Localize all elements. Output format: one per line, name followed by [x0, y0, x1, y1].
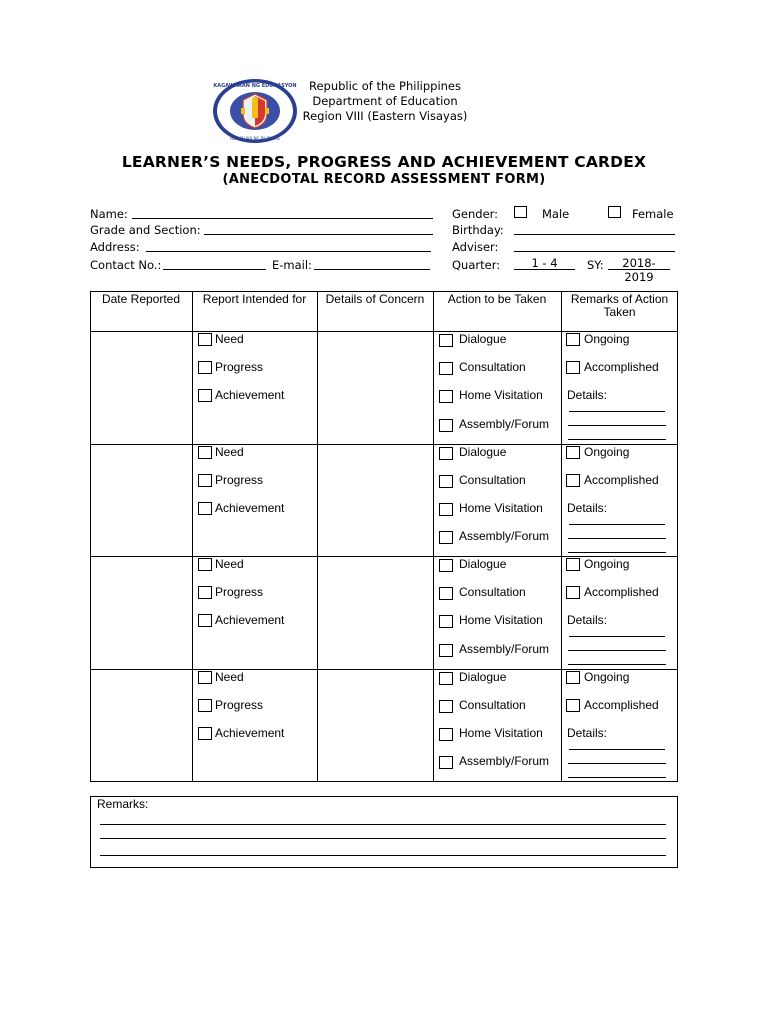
birthday-field[interactable]	[514, 222, 675, 235]
report-option-label: Progress	[215, 472, 264, 487]
details-line[interactable]	[568, 650, 666, 651]
form-subtitle: (ANECDOTAL RECORD ASSESSMENT FORM)	[222, 172, 546, 187]
report-need-checkbox[interactable]	[198, 446, 212, 459]
action-home-visitation-checkbox[interactable]	[439, 503, 453, 516]
table-column-divider	[433, 291, 434, 782]
grade-section-field[interactable]	[204, 222, 433, 235]
report-option-label: Achievement	[215, 613, 285, 627]
details-line[interactable]	[568, 439, 666, 440]
action-option-label: Dialogue	[459, 669, 507, 684]
remark-option-label: Ongoing	[584, 332, 630, 346]
report-option-label: Progress	[215, 697, 264, 712]
action-home-visitation-checkbox[interactable]	[439, 390, 453, 403]
details-line[interactable]	[568, 538, 666, 539]
action-assembly-forum-checkbox[interactable]	[439, 644, 453, 657]
contact-label: Contact No.:	[90, 258, 162, 272]
details-line[interactable]	[569, 411, 665, 412]
details-concern-cell[interactable]	[317, 331, 433, 444]
report-option-label: Need	[215, 332, 244, 346]
action-option-label: Dialogue	[459, 557, 507, 571]
remark-accomplished-checkbox[interactable]	[566, 699, 580, 712]
remark-option-label: Accomplished	[584, 697, 659, 712]
grade-section-label: Grade and Section:	[90, 223, 201, 237]
date-reported-cell[interactable]	[90, 444, 192, 557]
adviser-label: Adviser:	[452, 240, 499, 254]
svg-text:KAGAWARAN NG EDUKASYON: KAGAWARAN NG EDUKASYON	[213, 83, 297, 89]
action-option-label: Dialogue	[459, 444, 507, 459]
details-concern-cell[interactable]	[317, 444, 433, 557]
action-consultation-checkbox[interactable]	[439, 475, 453, 488]
remark-ongoing-checkbox[interactable]	[566, 558, 580, 571]
details-line[interactable]	[569, 524, 665, 525]
action-consultation-checkbox[interactable]	[439, 700, 453, 713]
header-remarks-action: Remarks of Action Taken	[570, 292, 669, 319]
report-option-label: Progress	[215, 585, 264, 599]
male-checkbox[interactable]	[514, 206, 527, 218]
remark-accomplished-checkbox[interactable]	[566, 586, 580, 599]
email-label: E-mail:	[272, 258, 312, 272]
form-title: LEARNER’S NEEDS, PROGRESS AND ACHIEVEMENT CARDEX	[121, 153, 647, 171]
male-label: Male	[542, 207, 570, 221]
action-consultation-checkbox[interactable]	[439, 362, 453, 375]
action-option-label: Dialogue	[459, 332, 507, 346]
details-line[interactable]	[568, 425, 666, 426]
birthday-label: Birthday:	[452, 223, 504, 237]
remark-ongoing-checkbox[interactable]	[566, 671, 580, 684]
action-dialogue-checkbox[interactable]	[439, 334, 453, 347]
action-assembly-forum-checkbox[interactable]	[439, 756, 453, 769]
report-need-checkbox[interactable]	[198, 333, 212, 346]
remarks-label: Remarks:	[97, 797, 149, 811]
action-option-label: Home Visitation	[459, 500, 543, 515]
action-option-label: Assembly/Forum	[459, 754, 550, 769]
header-date-reported: Date Reported	[101, 292, 181, 306]
report-progress-checkbox[interactable]	[198, 474, 212, 487]
action-dialogue-checkbox[interactable]	[439, 447, 453, 460]
details-label: Details:	[567, 388, 608, 402]
details-label: Details:	[567, 725, 608, 740]
report-option-label: Progress	[215, 360, 264, 374]
date-reported-cell[interactable]	[90, 331, 192, 444]
remark-option-label: Accomplished	[584, 360, 659, 374]
details-line[interactable]	[568, 777, 666, 778]
header-line-republic: Republic of the Philippines	[308, 79, 462, 93]
gender-label: Gender:	[452, 207, 499, 221]
header-line-department: Department of Education	[312, 94, 458, 108]
report-achievement-checkbox[interactable]	[198, 502, 212, 515]
header-line-region: Region VIII (Eastern Visayas)	[302, 109, 468, 123]
details-label: Details:	[567, 613, 608, 627]
report-achievement-checkbox[interactable]	[198, 389, 212, 402]
details-concern-cell[interactable]	[317, 556, 433, 669]
details-line[interactable]	[568, 763, 666, 764]
report-option-label: Need	[215, 557, 244, 571]
action-option-label: Home Visitation	[459, 613, 543, 628]
report-progress-checkbox[interactable]	[198, 361, 212, 374]
action-option-label: Consultation	[459, 360, 526, 375]
report-option-label: Need	[215, 444, 244, 459]
header-report-intended: Report Intended for	[202, 292, 307, 306]
female-label: Female	[632, 207, 674, 221]
action-dialogue-checkbox[interactable]	[439, 672, 453, 685]
action-option-label: Assembly/Forum	[459, 641, 550, 656]
email-field[interactable]	[314, 257, 430, 270]
date-reported-cell[interactable]	[90, 669, 192, 782]
remark-option-label: Accomplished	[584, 472, 659, 487]
remark-ongoing-checkbox[interactable]	[566, 333, 580, 346]
adviser-field[interactable]	[514, 239, 675, 252]
details-line[interactable]	[568, 664, 666, 665]
quarter-field[interactable]: 1 - 4	[514, 256, 575, 270]
table-column-divider	[192, 291, 193, 782]
remarks-line[interactable]	[100, 824, 666, 825]
header-action-taken: Action to be Taken	[447, 292, 547, 306]
action-dialogue-checkbox[interactable]	[439, 559, 453, 572]
report-option-label: Achievement	[215, 388, 285, 402]
female-checkbox[interactable]	[608, 206, 621, 218]
remark-option-label: Ongoing	[584, 557, 630, 571]
action-option-label: Consultation	[459, 697, 526, 712]
sy-field[interactable]: 2018-2019	[608, 256, 670, 270]
table-column-divider	[561, 291, 562, 782]
report-need-checkbox[interactable]	[198, 671, 212, 684]
report-achievement-checkbox[interactable]	[198, 727, 212, 740]
details-line[interactable]	[569, 636, 665, 637]
action-assembly-forum-checkbox[interactable]	[439, 419, 453, 432]
details-line[interactable]	[568, 552, 666, 553]
action-option-label: Home Visitation	[459, 388, 543, 403]
remark-option-label: Ongoing	[584, 444, 630, 459]
action-home-visitation-checkbox[interactable]	[439, 615, 453, 628]
action-option-label: Consultation	[459, 585, 526, 600]
report-achievement-checkbox[interactable]	[198, 614, 212, 627]
name-field[interactable]	[132, 206, 433, 219]
details-concern-cell[interactable]	[317, 669, 433, 782]
report-need-checkbox[interactable]	[198, 558, 212, 571]
address-field[interactable]	[146, 239, 431, 252]
remarks-line[interactable]	[100, 838, 666, 839]
report-option-label: Need	[215, 669, 244, 684]
remark-option-label: Accomplished	[584, 585, 659, 599]
details-line[interactable]	[569, 749, 665, 750]
name-label: Name:	[90, 207, 128, 221]
action-consultation-checkbox[interactable]	[439, 587, 453, 600]
details-label: Details:	[567, 500, 608, 515]
remarks-box	[90, 796, 678, 868]
action-option-label: Assembly/Forum	[459, 529, 550, 544]
report-option-label: Achievement	[215, 500, 285, 515]
remark-ongoing-checkbox[interactable]	[566, 446, 580, 459]
action-assembly-forum-checkbox[interactable]	[439, 531, 453, 544]
remark-option-label: Ongoing	[584, 669, 630, 684]
action-option-label: Consultation	[459, 472, 526, 487]
action-home-visitation-checkbox[interactable]	[439, 728, 453, 741]
contact-field[interactable]	[163, 257, 266, 270]
remark-accomplished-checkbox[interactable]	[566, 361, 580, 374]
action-option-label: Assembly/Forum	[459, 416, 550, 431]
date-reported-cell[interactable]	[90, 556, 192, 669]
sy-label: SY:	[587, 258, 604, 272]
address-label: Address:	[90, 240, 140, 254]
report-option-label: Achievement	[215, 725, 285, 740]
report-progress-checkbox[interactable]	[198, 699, 212, 712]
svg-text:REPUBLIKA NG PILIPINAS: REPUBLIKA NG PILIPINAS	[230, 136, 280, 141]
remarks-line[interactable]	[100, 855, 666, 856]
remark-accomplished-checkbox[interactable]	[566, 474, 580, 487]
header-details-concern: Details of Concern	[325, 292, 425, 306]
report-progress-checkbox[interactable]	[198, 586, 212, 599]
quarter-label: Quarter:	[452, 258, 501, 272]
action-option-label: Home Visitation	[459, 725, 543, 740]
